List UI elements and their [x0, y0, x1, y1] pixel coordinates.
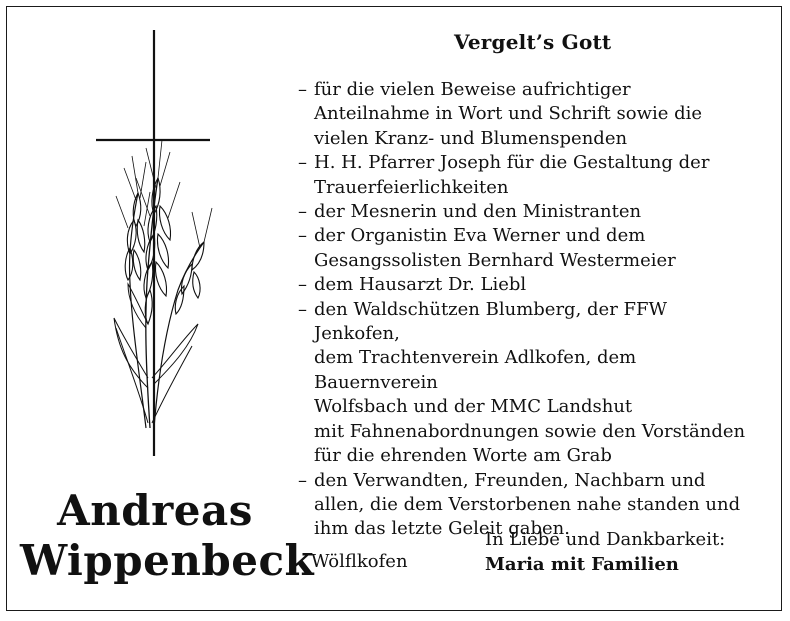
deceased-first-name: Andreas — [57, 486, 253, 535]
thanks-list — [298, 78, 758, 542]
list-item — [298, 200, 758, 224]
list-item — [298, 298, 758, 469]
list-item — [298, 273, 758, 297]
list-item-text: der Organistin Eva Werner und dem Gesangssolisten Bernhard Westermeier — [314, 225, 676, 271]
closing-family: Maria mit Familien — [485, 554, 679, 575]
thanks-heading: Vergelt’s Gott — [454, 30, 612, 54]
list-item — [298, 151, 758, 200]
closing-phrase: In Liebe und Dankbarkeit: — [485, 529, 726, 550]
list-marker: – — [298, 274, 307, 296]
deceased-name — [20, 486, 315, 586]
list-item-text: der Mesnerin und den Ministranten — [314, 201, 642, 223]
list-marker: – — [298, 298, 307, 320]
list-item-text: dem Hausarzt Dr. Liebl — [314, 274, 527, 296]
list-marker: – — [298, 225, 307, 247]
deceased-last-name: Wippenbeck — [20, 536, 315, 585]
place-name: Wölflkofen — [311, 551, 408, 572]
list-marker: – — [298, 79, 307, 100]
list-marker: – — [298, 201, 307, 223]
cross-with-wheat-icon — [88, 28, 218, 458]
list-marker: – — [298, 152, 307, 174]
closing-signature — [485, 527, 725, 577]
list-item-text: den Verwandten, Freunden, Nachbarn und allen, die dem Verstorbenen nahe standen und ihm das letzte Geleit gaben. — [314, 469, 741, 540]
list-item-text: den Waldschützen Blumberg, der FFW Jenkofen, dem Trachtenverein Adlkofen, dem Bauernverein Wolfsbach und der MMC Landshut mit Fahnenabordnungen sowie den Vorständen für die ehrenden Worte am Grab — [314, 298, 746, 467]
list-marker: – — [298, 469, 307, 491]
list-item — [298, 78, 758, 151]
list-item — [298, 224, 758, 273]
list-item-text: für die vielen Beweise aufrichtiger Anteilnahme in Wort und Schrift sowie die vielen Kranz- und Blumenspenden — [314, 79, 703, 149]
list-item-text: H. H. Pfarrer Joseph für die Gestaltung der Trauerfeierlichkeiten — [314, 152, 710, 198]
